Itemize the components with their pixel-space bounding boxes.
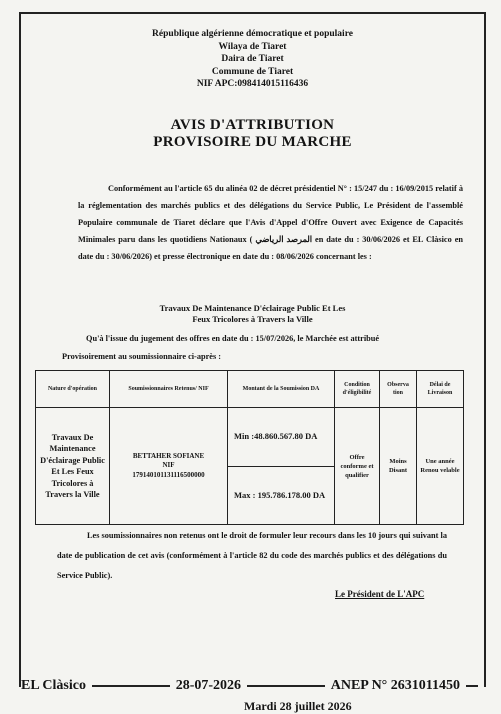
footer-date: 28-07-2026 bbox=[175, 678, 242, 693]
notice-header bbox=[21, 28, 484, 91]
award-line-1: Qu'à l'issue du jugement des offres en date du : 15/07/2026, le Marchée est attribué bbox=[86, 334, 380, 343]
cell-observation: Moins Disant bbox=[380, 408, 417, 525]
subject-line-1: Travaux De Maintenance D'éclairage Public Et Les bbox=[159, 303, 346, 313]
col-header-observation: Observa tion bbox=[380, 371, 417, 408]
footer-newspaper: EL Clàsico bbox=[21, 678, 86, 693]
intro-text: Conformément au l'article 65 du alinéa 02 de décret présidentiel N° : 15/247 du : 16/09/2015 relatif à la réglementation des marchés publics et des délégations du Service Public, Le Président de l'assemblé Populaire communale de Tiaret déclare que l'Avis d'Appel d'Offre Ouvert avec Exigence de Capacités Minimales paru dans les quotidiens Nationaux ( المرصد الرياضي en date du : 30/06/2026 et EL Clàsico en date du : 30/06/2026) et presse électronique en date du : 08/06/2026 concernant les : bbox=[78, 184, 463, 261]
col-header-condition: Condition d'éligibilité bbox=[335, 371, 380, 408]
contract-subject bbox=[21, 303, 484, 325]
bidder-nif-label: NIF bbox=[162, 461, 175, 470]
footer-divider bbox=[92, 685, 170, 687]
award-table bbox=[35, 370, 464, 525]
table-header-row bbox=[36, 371, 464, 408]
col-header-bidders: Soumissionnaires Retenus/ NIF bbox=[110, 371, 228, 408]
next-page-date: Mardi 28 juillet 2026 bbox=[244, 699, 352, 713]
footer-anep: ANEP N° 2631011450 bbox=[330, 678, 461, 693]
header-commune: Commune de Tiaret bbox=[211, 66, 294, 77]
footer-divider bbox=[466, 685, 478, 687]
bidder-name: BETTAHER SOFIANE bbox=[132, 451, 205, 460]
footer-divider bbox=[247, 685, 325, 687]
col-header-amount: Montant de la Soumission DA bbox=[228, 371, 335, 408]
cell-bidder bbox=[110, 408, 228, 525]
col-header-operation: Nature d'opération bbox=[36, 371, 110, 408]
header-wilaya: Wilaya de Tiaret bbox=[218, 41, 287, 52]
notice-title bbox=[21, 117, 484, 151]
bidder-nif: 179140101131116500000 bbox=[132, 470, 205, 479]
title-line-2: PROVISOIRE DU MARCHE bbox=[153, 134, 352, 150]
header-daira: Daira de Tiaret bbox=[221, 54, 284, 64]
intro-paragraph bbox=[78, 180, 463, 265]
header-nif: NIF APC:098414015116436 bbox=[196, 79, 309, 89]
award-line-2: Provisoirement au soumissionnaire ci-après : bbox=[62, 352, 222, 361]
subject-line-2: Feux Tricolores à Travers la Ville bbox=[192, 314, 313, 324]
appeal-text: Les soumissionnaires non retenus ont le droit de formuler leur recours dans les 10 jours qui suivant la date de publication de cet avis (conformément à l'article 82 du code des marchés publics et des délégations du Service Public). bbox=[57, 531, 447, 580]
footer-corner-right bbox=[484, 673, 486, 687]
signature-line: Le Président de L'APC bbox=[335, 589, 425, 599]
cell-condition: Offre conforme et qualifier bbox=[335, 408, 380, 525]
title-line-1: AVIS D'ATTRIBUTION bbox=[170, 117, 335, 133]
col-header-delay: Délai de Livraison bbox=[417, 371, 464, 408]
header-republic: République algérienne démocratique et populaire bbox=[152, 29, 353, 39]
cell-max-amount: Max : 195.786.178.00 DA bbox=[228, 466, 335, 525]
cell-operation: Travaux De Maintenance D'éclairage Public Et Les Feux Tricolores à Travers la Ville bbox=[36, 408, 110, 525]
cell-delay: Une année Renou velable bbox=[417, 408, 464, 525]
award-paragraph bbox=[62, 330, 446, 366]
appeal-paragraph bbox=[57, 526, 447, 586]
table-row bbox=[36, 408, 464, 467]
cell-min-amount: Min :48.860.567.80 DA bbox=[228, 408, 335, 467]
page-footer bbox=[19, 676, 486, 696]
